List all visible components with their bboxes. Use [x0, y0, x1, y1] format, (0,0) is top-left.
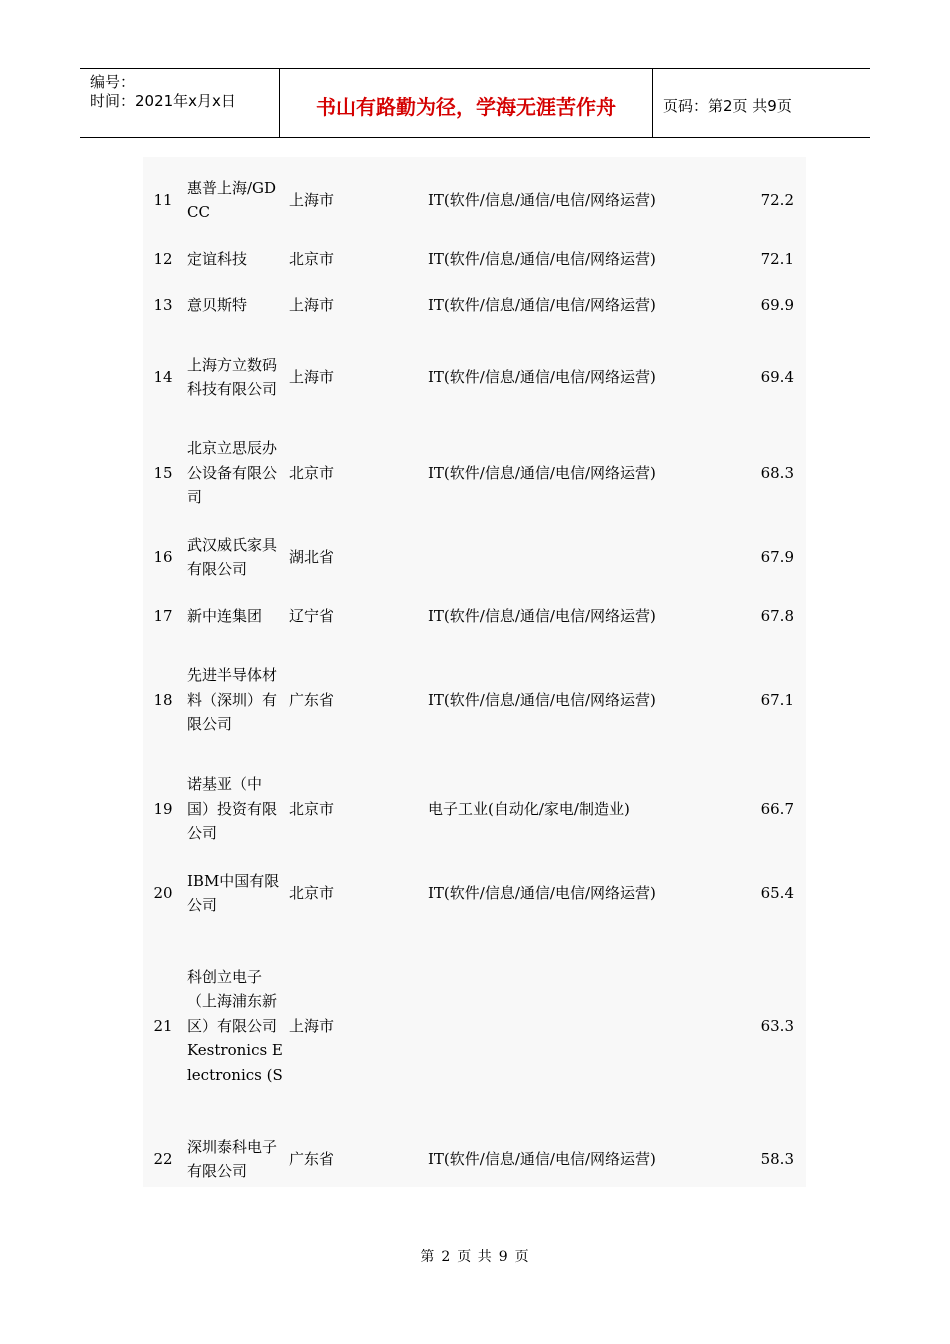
- header-meta: [80, 69, 280, 137]
- region: 广东省: [289, 1149, 335, 1168]
- company-ranking-table: [143, 157, 806, 1187]
- footer-mid: 页 共: [457, 1249, 493, 1265]
- row-number: 21: [153, 1016, 173, 1035]
- table-row: [143, 169, 806, 231]
- score: 65.4: [760, 883, 794, 902]
- footer-suffix: 页: [514, 1249, 530, 1265]
- industry: IT(软件/信息/通信/电信/网络运营): [428, 606, 656, 625]
- footer-current-page: 2: [441, 1249, 452, 1265]
- row-number: 19: [153, 799, 173, 818]
- region: 广东省: [289, 690, 335, 709]
- industry: IT(软件/信息/通信/电信/网络运营): [428, 463, 656, 482]
- company-name: 定谊科技: [187, 249, 248, 268]
- company-name: 武汉威氏家具有限公司: [187, 535, 278, 578]
- score: 58.3: [760, 1149, 794, 1168]
- company-name: 先进半导体材料（深圳）有限公司: [187, 666, 278, 734]
- score: 68.3: [760, 463, 794, 482]
- page-footer: [0, 1246, 950, 1266]
- company-name: 诺基亚（中国）投资有限公司: [187, 775, 278, 843]
- row-number: 14: [153, 367, 173, 386]
- code-label: 编号：: [90, 73, 136, 91]
- footer-prefix: 第: [420, 1249, 436, 1265]
- row-number: 12: [153, 249, 173, 268]
- region: 湖北省: [289, 547, 335, 566]
- table-row: [143, 243, 806, 275]
- score: 67.1: [760, 690, 794, 709]
- company-name: 惠普上海/GDCC: [187, 178, 277, 221]
- table-row: [143, 289, 806, 321]
- industry: 电子工业(自动化/家电/制造业): [428, 799, 630, 818]
- region: 北京市: [289, 883, 335, 902]
- score: 69.9: [760, 295, 794, 314]
- row-number: 17: [153, 606, 173, 625]
- industry: IT(软件/信息/通信/电信/网络运营): [428, 249, 656, 268]
- company-name: 北京立思辰办公设备有限公司: [187, 439, 278, 507]
- table-row: [143, 339, 806, 415]
- region: 北京市: [289, 799, 335, 818]
- score: 67.8: [760, 606, 794, 625]
- table-row: [143, 1133, 806, 1185]
- table-row: [143, 771, 806, 847]
- industry: [428, 531, 728, 583]
- score: 63.3: [760, 1016, 794, 1035]
- score: 72.2: [760, 190, 794, 209]
- table-row: [143, 600, 806, 632]
- row-number: 22: [153, 1149, 173, 1168]
- region: 上海市: [289, 367, 335, 386]
- row-number: 16: [153, 547, 173, 566]
- score: 67.9: [760, 547, 794, 566]
- industry: IT(软件/信息/通信/电信/网络运营): [428, 690, 656, 709]
- region: 辽宁省: [289, 606, 335, 625]
- table-row: [143, 867, 806, 919]
- industry: IT(软件/信息/通信/电信/网络运营): [428, 1149, 656, 1168]
- row-number: 13: [153, 295, 173, 314]
- industry: [428, 939, 728, 1113]
- industry: IT(软件/信息/通信/电信/网络运营): [428, 367, 656, 386]
- table-row: [143, 531, 806, 583]
- company-name: 科创立电子（上海浦东新区）有限公司 Kestronics Electronics (S: [187, 967, 283, 1084]
- footer-total-pages: 9: [498, 1249, 509, 1265]
- company-name: IBM中国有限公司: [187, 871, 280, 914]
- industry: IT(软件/信息/通信/电信/网络运营): [428, 295, 656, 314]
- region: 上海市: [289, 1016, 335, 1035]
- region: 上海市: [289, 190, 335, 209]
- industry: IT(软件/信息/通信/电信/网络运营): [428, 190, 656, 209]
- header-motto: 书山有路勤为径，学海无涯苦作舟: [280, 69, 653, 137]
- company-name: 上海方立数码科技有限公司: [187, 355, 278, 398]
- company-name: 新中连集团: [187, 606, 263, 625]
- score: 69.4: [760, 367, 794, 386]
- table-row: [143, 650, 806, 750]
- row-number: 20: [153, 883, 173, 902]
- time-label: 时间：2021年x月x日: [90, 92, 236, 110]
- row-number: 18: [153, 690, 173, 709]
- score: 66.7: [760, 799, 794, 818]
- region: 上海市: [289, 295, 335, 314]
- table-row: [143, 435, 806, 511]
- company-name: 深圳泰科电子有限公司: [187, 1137, 278, 1180]
- company-name: 意贝斯特: [187, 295, 248, 314]
- region: 北京市: [289, 249, 335, 268]
- row-number: 15: [153, 463, 173, 482]
- table-row: [143, 939, 806, 1113]
- page-header: [80, 68, 870, 138]
- score: 72.1: [760, 249, 794, 268]
- header-page-label: 页码：第2页 共9页: [663, 96, 792, 115]
- region: 北京市: [289, 463, 335, 482]
- industry: IT(软件/信息/通信/电信/网络运营): [428, 883, 656, 902]
- row-number: 11: [153, 190, 173, 209]
